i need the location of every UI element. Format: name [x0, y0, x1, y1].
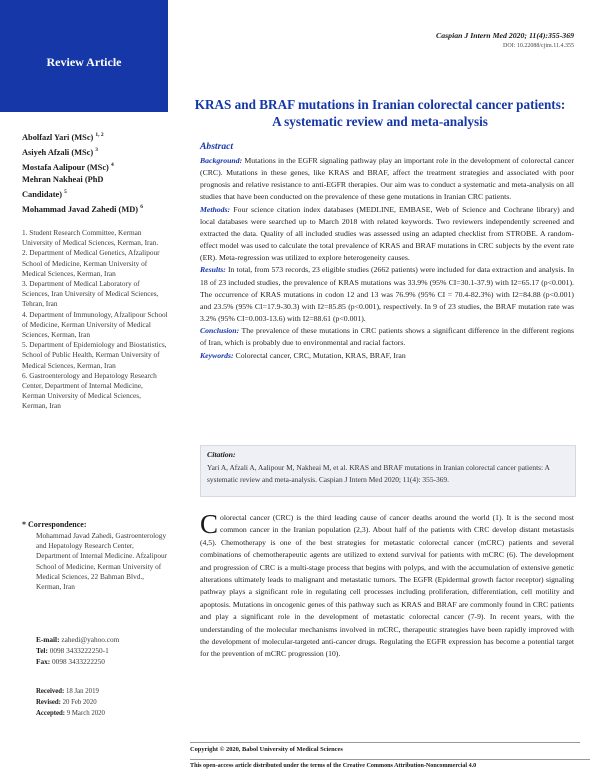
accepted-date: 9 March 2020: [66, 710, 105, 717]
journal-citation: Caspian J Intern Med 2020; 11(4):355-369: [436, 31, 574, 40]
author-item: Asiyeh Afzali (MSc) $^3$: [22, 147, 99, 157]
sidebar: [0, 0, 168, 776]
affiliation-item: 1. Student Research Committee, Kerman University of Medical Sciences, Kerman, Iran.: [22, 228, 159, 248]
article-title: KRAS and BRAF mutations in Iranian colorectal cancer patients: A systematic review and meta-analysis: [194, 97, 566, 129]
abstract-body: [200, 155, 574, 362]
methods-text: Four science citation index databases (MEDLINE, EMBASE, Web of Science and Cochrane library) and local databases were searched up to March 2018 with related keywords. Two reviewers independently screened and extracted the data. Quality of all included studies was assessed using an adapted checklist from STROBE. A random-effect model was used to calculate the total prevalence of KRAS and BRAF mutations in CRC subjects by the event rate (ER). Meta-regression was utilized to explore heterogeneity causes.: [200, 204, 574, 263]
citation-box: [200, 445, 576, 497]
methods-label: Methods:: [200, 204, 231, 214]
affiliation-item: 4. Department of Immunology, Afzalipour School of Medicine, Kerman University of Medical Sciences, Kerman, Iran: [22, 309, 168, 340]
abstract-heading: Abstract: [200, 141, 234, 152]
email-link[interactable]: zahedi@yahoo.com: [61, 635, 120, 644]
introduction-body: [200, 509, 574, 661]
article-dates: Received: 18 Jan 2019 Revised: 20 Feb 2020 Accepted: 9 March 2020: [36, 688, 105, 717]
correspondence-label: * Correspondence:: [22, 520, 87, 529]
citation-label: Citation:: [207, 450, 236, 459]
article-type-banner: [0, 0, 168, 112]
affiliation-item: 2. Department of Medical Genetics, Afzalipour School of Medicine, Kerman University of Medical Sciences, Kerman, Iran: [22, 248, 160, 278]
conclusion-label: Conclusion:: [200, 326, 240, 336]
affiliation-item: 3. Department of Medical Laboratory of Sciences, Iran University of Medical Sciences, Tehran, Iran: [22, 279, 159, 309]
keywords-text: Colorectal cancer, CRC, Mutation, KRAS, BRAF, Iran: [235, 350, 406, 360]
conclusion-text: The prevalence of these mutations in CRC patients shows a significant difference in the different regions of Iran, which is probably due to environmental and racial factors.: [200, 326, 574, 348]
affiliation-item: 6. Gastroenterology and Hepatology Research Center, Department of Internal Medicine, Kerman University of Medical Sciences, Kerman, Iran: [22, 370, 157, 411]
drop-cap: C: [200, 509, 219, 539]
fax-value: 0098 3433222250: [52, 657, 105, 666]
contact-info: E-mail: zahedi@yahoo.com Tel: 0098 3433222250-1 Fax: 0098 3433222250: [36, 635, 120, 666]
affiliation-item: 5. Department of Epidemiology and Biostatistics, School of Public Health, Kerman University of Medical Sciences, Kerman, Iran: [22, 340, 167, 370]
copyright-line: Copyright © 2020, Babol University of Medical Sciences: [190, 742, 580, 753]
author-item: Mostafa Aalipour (MSc) $^4$: [22, 162, 114, 172]
doi-link[interactable]: DOI: 10.22088/cjim.11.4.355: [503, 43, 574, 49]
results-text: In total, from 573 records, 23 eligible studies (2662 patients) were included for data extraction and analysis. In 18 of 23 included studies, the prevalence of KRAS mutations was 33.9% (95% CI=30.1-37.9) with I2=65.17 (p<0.001). The occurrence of KRAS mutations in codon 12 and 13 was 76.9% (95% CI = 70.4-82.3%) with I2=84.88 (p<0.001) and 23.5% (95% CI=17.9-30.3) with I2=85.85 (p<0.001), respectively. In 9 of 23 studies, the BRAF mutation rate was 3.2% (95% CI=0.003-13.6) with I2=88.61 (p<0.001).: [200, 265, 575, 324]
results-label: Results:: [200, 265, 226, 275]
introduction-text: olorectal cancer (CRC) is the third leading cause of cancer deaths around the world (1). It is the second most common cancer in the Iranian population (2,3). About half of the patients with CRC develop distant metastasis (4,5). Chemotherapy is one of the best strategies for metastatic colorectal cancer (mCRC) patients and several combinations of chemotherapeutic agents are utilized to extend survival for patients with mCRC (6). The development and progression of CRC is a multi-stage process that begins with polyps, and with the accumulation of extensive genetic alterations ultimately leads to malignant and metastatic tumors. The EGFR (Epidermal growth factor receptor) signaling pathway plays a significant role in regulating cell processes including proliferation, differentiation, cell motility and apoptosis. Mutations in oncogenic genes of this pathway such as KRAS and BRAF are commonly found in CRC patients and play a significant role in the development of metastatic colorectal cancer (7-9). In recent years, with the understanding of the molecular mechanisms involved in mCRC, therapeutic strategies have been rapidly improved with the development of molecular-targeted anti-cancer drugs. Regulating the EGFR expression has become a potential target for the prevention of mCRC progression (10).: [200, 513, 574, 659]
author-item: Abolfazl Yari (MSc) $^{1, 2}$: [22, 132, 104, 142]
affiliation-list: [22, 228, 168, 412]
correspondence-address: Mohammad Javad Zahedi, Gastroenterology and Hepatology Research Center, Department of Internal Medicine. Afzalipour School of Medicine, Kerman University of Medical Sciences, 22 Bahman Blvd., Kerman, Iran: [36, 531, 168, 592]
received-date: 18 Jan 2019: [66, 688, 99, 695]
tel-value: 0098 3433222250-1: [49, 646, 109, 655]
author-item: Mehran Nakheai (PhD: [22, 175, 104, 184]
background-label: Background:: [200, 156, 243, 165]
author-item: Mohammad Javad Zahedi (MD) $^6$: [22, 204, 143, 214]
keywords-label: Keywords:: [200, 350, 234, 360]
background-text: Mutations in the EGFR signaling pathway play an important role in the development of colorectal cancer (CRC). Mutations in these genes, like KRAS and BRAF, affect the treatment strategies and associated with poor prognosis and relative resistance to anti-EGFR therapies. Our aim was to conduct a systematic and meta-analysis on all studies that have been conducted on the prevalence of these gene mutations in Iranian CRC patients.: [200, 156, 575, 202]
revised-date: 20 Feb 2020: [62, 699, 97, 706]
license-line: This open-access article distributed under the terms of the Creative Commons Attribution-Noncommercial 4.0: [190, 759, 590, 769]
citation-text: Yari A, Afzali A, Aalipour M, Nakheai M, et al. KRAS and BRAF mutations in Iranian colorectal cancer patients: A systematic review and meta-analysis. Caspian J Intern Med 2020; 11(4): 355-369.: [207, 463, 550, 484]
article-type-label: Review Article: [46, 55, 122, 69]
author-list: [22, 129, 164, 216]
author-item: Candidate) $^5$: [22, 189, 67, 199]
